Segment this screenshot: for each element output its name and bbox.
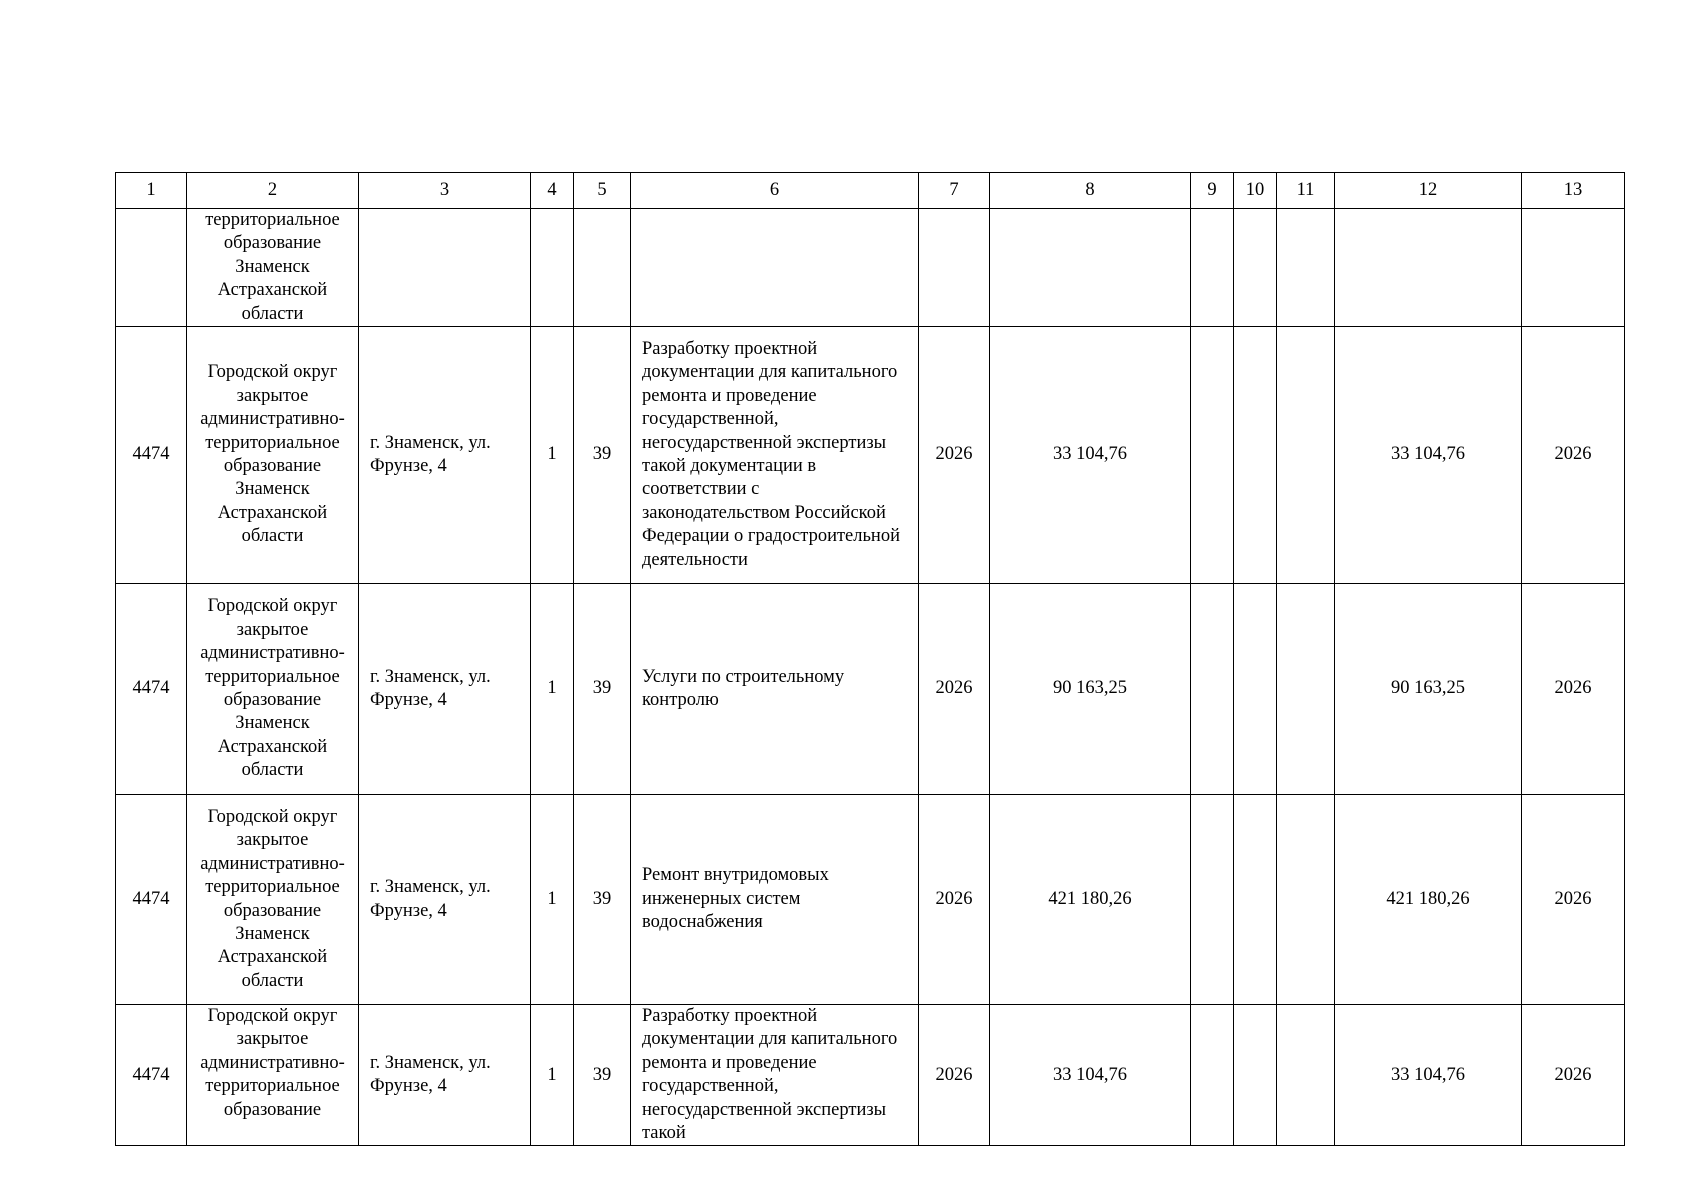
cell-col11 — [1277, 327, 1335, 584]
column-header: 13 — [1522, 173, 1625, 209]
cell-col4: 1 — [531, 795, 574, 1005]
cell-cost-total — [1335, 209, 1522, 327]
column-header: 12 — [1335, 173, 1522, 209]
cell-work-type: Разработку проектной документации для капитального ремонта и проведение государственной, негосударственной экспертизы такой — [631, 1005, 919, 1146]
column-header: 11 — [1277, 173, 1335, 209]
column-header: 5 — [574, 173, 631, 209]
cell-cost: 90 163,25 — [990, 584, 1191, 795]
cell-cost-total: 421 180,26 — [1335, 795, 1522, 1005]
cell-cost-total: 33 104,76 — [1335, 1005, 1522, 1146]
cell-col9 — [1191, 1005, 1234, 1146]
cell-col5: 39 — [574, 327, 631, 584]
column-header: 6 — [631, 173, 919, 209]
cell-municipality: Городской округ закрытое административно-территориальное образование Знаменск Астраханской области — [187, 327, 359, 584]
table-row — [116, 1005, 1625, 1146]
cell-year — [919, 209, 990, 327]
cell-year-plan: 2026 — [1522, 1005, 1625, 1146]
table-row — [116, 209, 1625, 327]
column-header: 1 — [116, 173, 187, 209]
cell-col9 — [1191, 795, 1234, 1005]
cell-col11 — [1277, 1005, 1335, 1146]
cell-col4 — [531, 209, 574, 327]
column-header: 10 — [1234, 173, 1277, 209]
cell-work-type: Разработку проектной документации для капитального ремонта и проведение государственной, негосударственной экспертизы такой документации в соответствии с законодательством Российской Федерации о градостроительной деятельности — [631, 327, 919, 584]
cell-cost — [990, 209, 1191, 327]
cell-address: г. Знаменск, ул. Фрунзе, 4 — [359, 584, 531, 795]
cell-col11 — [1277, 795, 1335, 1005]
cell-col10 — [1234, 209, 1277, 327]
column-header: 4 — [531, 173, 574, 209]
cell-number: 4474 — [116, 1005, 187, 1146]
column-header: 3 — [359, 173, 531, 209]
cell-col5 — [574, 209, 631, 327]
table-row — [116, 327, 1625, 584]
cell-number — [116, 209, 187, 327]
cell-municipality: Городской округ закрытое административно-территориальное образование Знаменск Астраханской области — [187, 795, 359, 1005]
cell-col10 — [1234, 795, 1277, 1005]
cell-col5: 39 — [574, 795, 631, 1005]
cell-address: г. Знаменск, ул. Фрунзе, 4 — [359, 327, 531, 584]
cell-work-type — [631, 209, 919, 327]
cell-year-plan — [1522, 209, 1625, 327]
cell-col9 — [1191, 209, 1234, 327]
cell-col11 — [1277, 584, 1335, 795]
table-header-row — [116, 173, 1625, 209]
cell-year: 2026 — [919, 584, 990, 795]
cell-col11 — [1277, 209, 1335, 327]
cell-cost: 33 104,76 — [990, 1005, 1191, 1146]
cell-work-type: Услуги по строительному контролю — [631, 584, 919, 795]
cell-col5: 39 — [574, 1005, 631, 1146]
cell-work-type: Ремонт внутридомовых инженерных систем водоснабжения — [631, 795, 919, 1005]
cell-col10 — [1234, 327, 1277, 584]
cell-municipality: Городской округ закрытое административно-территориальное образование — [187, 1005, 359, 1146]
cell-year: 2026 — [919, 795, 990, 1005]
cell-address: г. Знаменск, ул. Фрунзе, 4 — [359, 1005, 531, 1146]
table-row — [116, 584, 1625, 795]
cell-year-plan: 2026 — [1522, 795, 1625, 1005]
cell-year: 2026 — [919, 1005, 990, 1146]
column-header: 8 — [990, 173, 1191, 209]
cell-col4: 1 — [531, 584, 574, 795]
cell-col4: 1 — [531, 1005, 574, 1146]
registry-table — [115, 172, 1625, 1146]
cell-address — [359, 209, 531, 327]
cell-year-plan: 2026 — [1522, 327, 1625, 584]
cell-cost: 421 180,26 — [990, 795, 1191, 1005]
table-row — [116, 795, 1625, 1005]
cell-col9 — [1191, 584, 1234, 795]
cell-year-plan: 2026 — [1522, 584, 1625, 795]
cell-col10 — [1234, 1005, 1277, 1146]
cell-col10 — [1234, 584, 1277, 795]
column-header: 2 — [187, 173, 359, 209]
cell-col5: 39 — [574, 584, 631, 795]
cell-cost: 33 104,76 — [990, 327, 1191, 584]
cell-address: г. Знаменск, ул. Фрунзе, 4 — [359, 795, 531, 1005]
cell-number: 4474 — [116, 795, 187, 1005]
cell-cost-total: 90 163,25 — [1335, 584, 1522, 795]
cell-col4: 1 — [531, 327, 574, 584]
cell-number: 4474 — [116, 584, 187, 795]
cell-municipality: Городской округ закрытое административно-территориальное образование Знаменск Астраханской области — [187, 584, 359, 795]
cell-cost-total: 33 104,76 — [1335, 327, 1522, 584]
column-header: 7 — [919, 173, 990, 209]
cell-municipality: территориальное образование Знаменск Астраханской области — [187, 209, 359, 327]
cell-number: 4474 — [116, 327, 187, 584]
column-header: 9 — [1191, 173, 1234, 209]
cell-col9 — [1191, 327, 1234, 584]
cell-year: 2026 — [919, 327, 990, 584]
